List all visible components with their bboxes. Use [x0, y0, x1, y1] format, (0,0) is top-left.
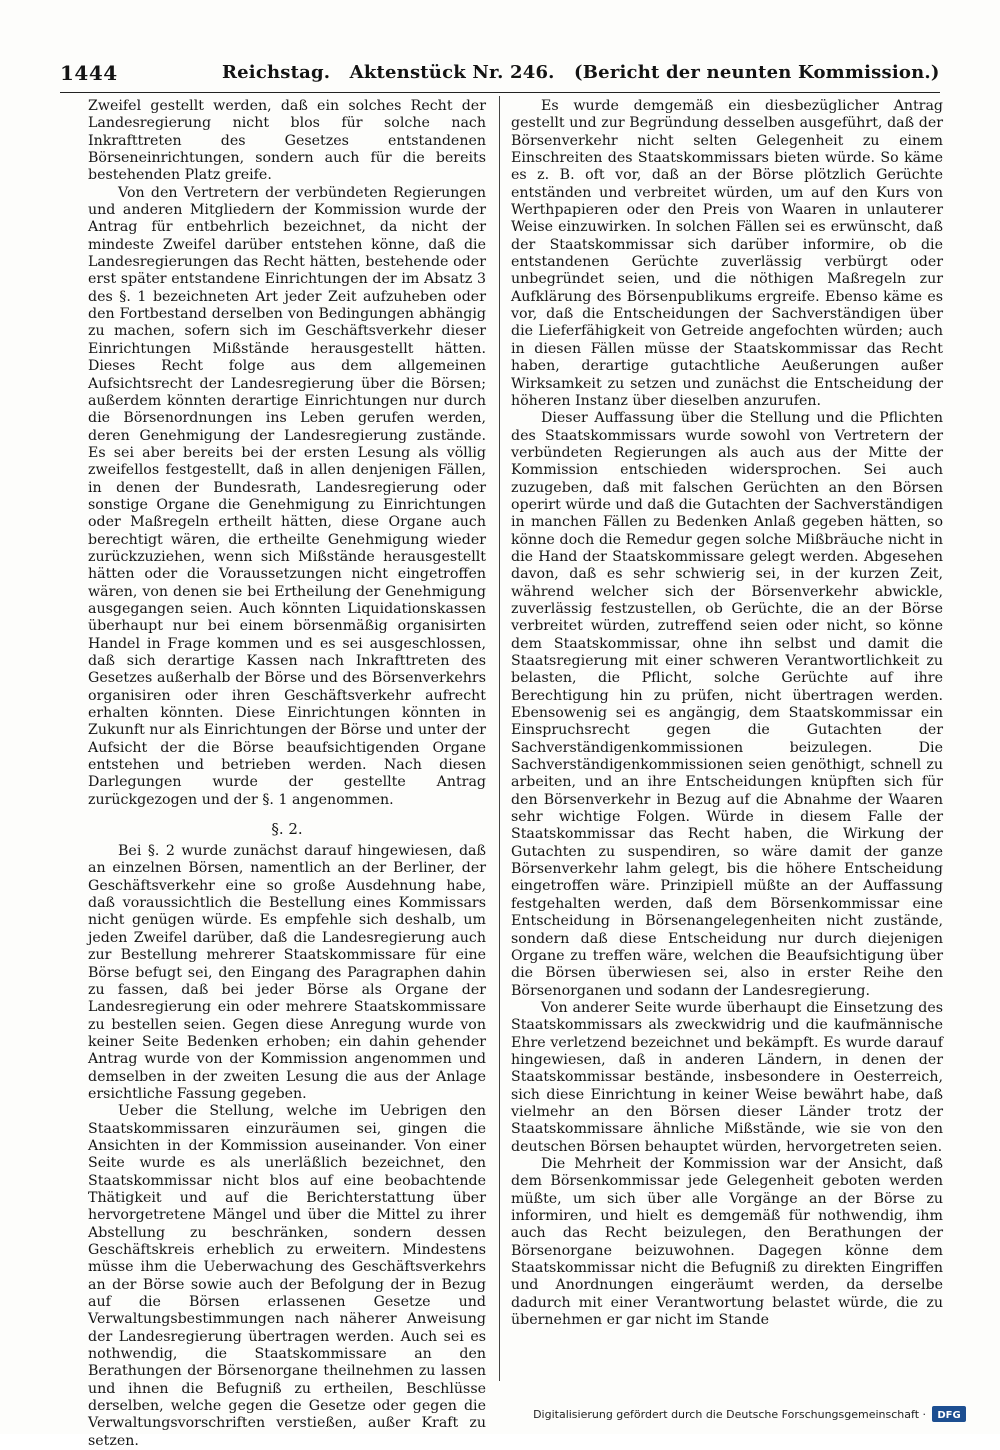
left-column: [88, 98, 486, 1450]
paragraph: Die Mehrheit der Kommission war der Ansicht, daß dem Börsenkommissar jede Gelegenheit geboten werden müßte, um sich über alle Vorgänge an der Börse zu informiren, und hielt es demgemäß für nothwendig, ihm auch das Recht beizulegen, den Berathungen der Börsenorgane beizuwohnen. Dagegen könne dem Staatskommissar nicht die Befugniß zu direkten Eingriffen und Anordnungen eingeräumt werden, da derselbe dadurch mit einer Verantwortung belastet würde, die zu übernehmen er gar nicht im Stande: [511, 1155, 943, 1329]
paragraph: Von anderer Seite wurde überhaupt die Einsetzung des Staatskommissars als zweckwidrig und die kaufmännische Ehre verletzend bezeichnet und bekämpft. Es wurde darauf hingewiesen, daß in anderen Ländern, in denen der Staatskommissar bestände, insbesondere in Oesterreich, sich diese Einrichtung in keiner Weise bewährt habe, daß vielmehr an den Börsen dieser Länder trotz der Staatskommissare ähnliche Mißstände, wie sie von den deutschen Börsen behauptet würden, hervorgetreten seien.: [511, 999, 943, 1155]
header-rule: [60, 92, 940, 93]
section-heading: §. 2.: [271, 820, 303, 839]
paragraph: Von den Vertretern der verbündeten Regierungen und anderen Mitgliedern der Kommission wurde der Antrag für entbehrlich bezeichnet, da nicht der mindeste Zweifel darüber entstehen könne, daß die Landesregierungen das Recht hätten, bestehende oder erst später entstandene Einrichtungen der im Absatz 3 des §. 1 bezeichneten Art jeder Zeit aufzuheben oder den Fortbestand derselben von Bedingungen abhängig zu machen, sofern sich im Geschäftsverkehr dieser Einrichtungen Mißstände herausgestellt hätten. Dieses Recht folge aus dem allgemeinen Aufsichtsrecht der Landesregierung über die Börsen; außerdem könnten derartige Einrichtungen nur durch die Börsenordnungen ins Leben gerufen werden, deren Genehmigung der Landesregierung zustände. Es sei aber bereits bei der ersten Lesung als völlig zweifellos festgestellt, daß in allen denjenigen Fällen, in denen der Bundesrath, Landesregierung oder sonstige Organe die Genehmigung zu Einrichtungen oder Maßregeln ertheilt hätten, diese Organe auch berechtigt wären, die ertheilte Genehmigung wieder zurückzuziehen, wenn sich Mißstände herausgestellt hätten oder die Voraussetzungen nicht eingetroffen wären, von denen sie bei Ertheilung der Genehmigung ausgegangen seien. Auch könnten Liquidationskassen überhaupt nur bei einem börsenmäßig organisirten Handel in Frage kommen und es sei ausgeschlossen, daß sich derartige Kassen nach Inkrafttreten des Gesetzes außerhalb der Börse und des Börsenverkehrs organisiren oder ihren Geschäftsverkehr aufrecht erhalten könnten. Diese Einrichtungen könnten in Zukunft nur als Einrichtungen der Börse und unter der Aufsicht der die Börse beaufsichtigenden Organe entstehen und betrieben werden. Nach diesen Darlegungen wurde der gestellte Antrag zurückgezogen und der §. 1 angenommen.: [88, 184, 486, 808]
page-number: 1444: [60, 61, 118, 85]
dfg-logo-text: DFG: [937, 1410, 961, 1421]
page-header: [60, 58, 940, 88]
paragraph: Zweifel gestellt werden, daß ein solches Recht der Landesregierung nicht blos für solche nach Inkrafttreten des Gesetzes entstandenen Börseneinrichtungen, sondern auch für die bereits bestehenden Platz greife.: [88, 98, 486, 184]
paragraph: Ueber die Stellung, welche im Uebrigen den Staatskommissaren einzuräumen sei, gingen die Ansichten in der Kommission auseinander. Von einer Seite wurde es als unerläßlich bezeichnet, den Staatskommissar nicht blos auf eine beobachtende Thätigkeit und auf die Berichterstattung über hervorgetretene Mängel und über die Mittel zu ihrer Abstellung zu beschränken, sondern dessen Geschäftskreis erheblich zu erweitern. Mindestens müsse ihm die Ueberwachung des Geschäftsverkehrs an der Börse sowie auch der Befolgung der in Bezug auf die Börsen erlassenen Gesetze und Verwaltungsbestimmungen nach näherer Anweisung der Landesregierung übertragen werden. Auch sei es nothwendig, die Staatskommissare an den Berathungen der Börsenorgane theilnehmen zu lassen und ihnen die Befugniß zu ertheilen, Beschlüsse derselben, welche gegen die Gesetze oder gegen die Verwaltungsvorschriften verstießen, außer Kraft zu setzen.: [88, 1103, 486, 1449]
right-column: [511, 98, 943, 1329]
dfg-logo: [932, 1406, 966, 1422]
paragraph: Es wurde demgemäß ein diesbezüglicher Antrag gestellt und zur Begründung desselben ausgeführt, daß der Börsenverkehr nicht selten Gelegenheit zu einem Einschreiten des Staatskommissars bieten würde. So käme es z. B. oft vor, daß an der Börse plötzlich Gerüchte entständen und verbreitet würden, um auf den Kurs von Werthpapieren oder den Preis von Waaren in unlauterer Weise einzuwirken. In solchen Fällen sei es erwünscht, daß der Staatskommissar sich darüber informire, ob die entstandenen Gerüchte zuverlässig verbürgt oder unbegründet seien, und die nöthigen Maßregeln zur Aufklärung des Börsenpublikums ergreife. Ebenso käme es vor, daß die Entscheidungen der Sachverständigen über die Lieferfähigkeit von Getreide angefochten würden; auch in diesen Fällen müsse der Staatskommissar das Recht haben, derartige gutachtliche Aeußerungen außer Wirksamkeit zu setzen und zunächst die Entscheidung der höheren Instanz über dieselben anzurufen.: [511, 98, 943, 409]
digitization-footer: [533, 1404, 966, 1424]
paragraph: Dieser Auffassung über die Stellung und die Pflichten des Staatskommissars wurde sowohl von Vertretern der verbündeten Regierungen als auch aus der Mitte der Kommission entschieden widersprochen. Sei auch zuzugeben, daß mit falschen Gerüchten an den Börsen operirt würde und daß die Gutachten der Sachverständigen in manchen Fällen zu Bedenken Anlaß gegeben hätten, so könne doch die Remedur gegen solche Mißbräuche nicht in die Hand der Staatskommissare gelegt werden. Abgesehen davon, daß es sehr schwierig sei, in der kurzen Zeit, während welcher sich der Börsenverkehr abwickle, zuverlässig festzustellen, ob Gerüchte, die an der Börse verbreitet würden, zutreffend seien oder nicht, so könne dem Staatskommissar, ohne ihn selbst und damit die Staatsregierung mit einer schweren Verantwortlichkeit zu belasten, die Pflicht, solche Gerüchte auf ihre Berechtigung hin zu prüfen, nicht übertragen werden. Ebensowenig sei es angängig, dem Staatskommissar ein Einspruchsrecht gegen die Gutachten der Sachverständigenkommissionen beizulegen. Die Sachverständigenkommissionen seien genöthigt, schnell zu arbeiten, und an ihre Entscheidungen knüpften sich für den Börsenverkehr in Bezug auf die Abnahme der Waaren sehr wichtige Folgen. Würde in diesem Falle der Staatskommissar das Recht haben, die Wirkung der Gutachten zu suspendiren, so wäre damit der ganze Börsenverkehr lahm gelegt, bis die höhere Entscheidung eingetroffen wäre. Prinzipiell müßte an der Auffassung festgehalten werden, daß dem Börsenkommissar eine Entscheidung in Börsenangelegenheiten nicht zustände, sondern daß diese Entscheidung nur durch diejenigen Organe zu treffen wäre, welchen die Beaufsichtigung über die Börsen überwiesen sei, also in erster Reihe den Börsenorganen und sodann der Landesregierung.: [511, 410, 943, 999]
column-divider: [499, 96, 500, 1381]
running-title: Reichstag. Aktenstück Nr. 246. (Bericht der neunten Kommission.): [222, 62, 940, 83]
footer-credit: Digitalisierung gefördert durch die Deutsche Forschungsgemeinschaft ·: [533, 1407, 926, 1421]
paragraph: Bei §. 2 wurde zunächst darauf hingewiesen, daß an einzelnen Börsen, namentlich an der Berliner, der Geschäftsverkehr eine so große Ausdehnung habe, daß voraussichtlich die Bestellung eines Kommissars nicht genügen würde. Es empfehle sich deshalb, um jeden Zweifel darüber, daß die Landesregierung auch zur Bestellung mehrerer Staatskommissare für eine Börse befugt sei, den Eingang des Paragraphen dahin zu fassen, daß bei jeder Börse als Organe der Landesregierung ein oder mehrere Staatskommissare zu bestellen seien. Gegen diese Anregung wurde von keiner Seite Bedenken erhoben; ein dahin gehender Antrag wurde von der Kommission angenommen und demselben in der zweiten Lesung die aus der Anlage ersichtliche Fassung gegeben.: [88, 843, 486, 1102]
dfg-logo-mark: [932, 1406, 966, 1422]
